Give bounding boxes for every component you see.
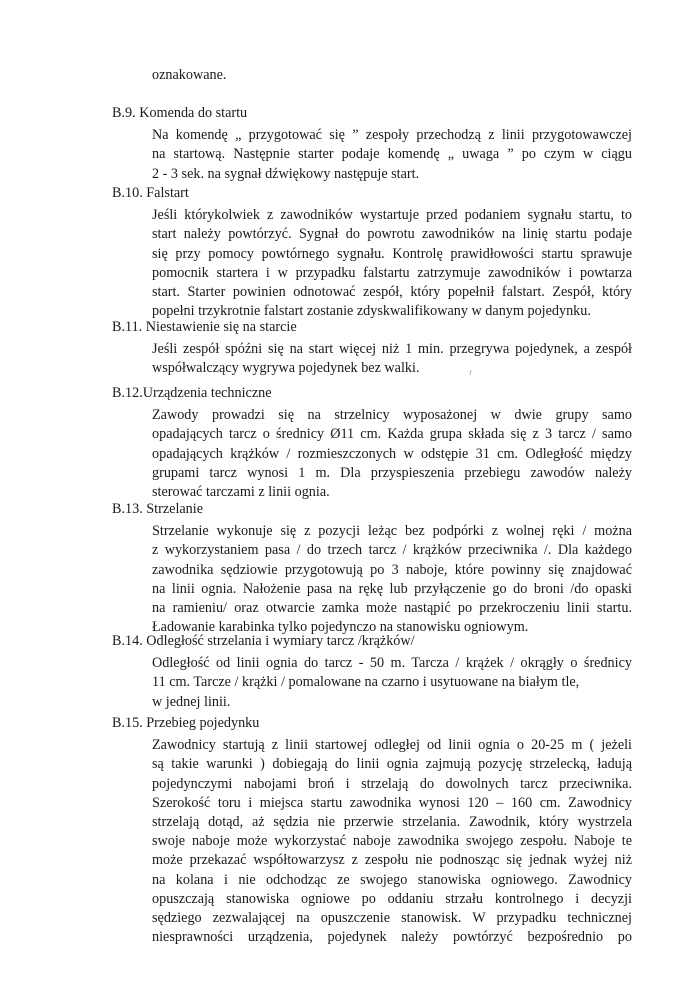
text-line: Zawodnicy startują z linii startowej odległej od linii ognia o 20-25 m ( jeżeli — [152, 737, 632, 754]
section-body — [152, 340, 632, 378]
text-line: grupami tarcz wynosi 1 m. Dla przyspieszenia przebiegu zawodów należy — [152, 464, 632, 481]
intro-line: oznakowane. — [152, 67, 227, 83]
text-line: Jeśli zespół spóźni się na start więcej niż 1 min. przegrywa pojedynek, a zespół — [152, 341, 632, 358]
section-heading: B.15. Przebieg pojedynku — [112, 715, 260, 731]
section-b9 — [112, 104, 632, 184]
section-body — [152, 736, 632, 947]
text-line: na ramieniu/ oraz otwarcie zamka może nastąpić po przekroczeniu linii startu. — [152, 600, 632, 617]
text-line: współwalczący wygrywa pojedynek bez walki. — [152, 360, 420, 377]
text-line: Ładowanie karabinka tylko pojedynczo na stanowisku ogniowym. — [152, 619, 529, 636]
text-line: Szerokość toru i miejsca startu zawodnika wynosi 120 – 160 cm. Zawodnicy — [152, 794, 632, 811]
text-line: na linii ognia. Nałożenie pasa na rękę lub przyłączenie go do broni /do opaski — [152, 580, 632, 597]
text-line: opuszczają stanowiska ogniowe po oddaniu strzału kontrolnego i decyzji — [152, 890, 632, 907]
section-heading: B.9. Komenda do startu — [112, 105, 248, 121]
text-line: sterować tarczami z linii ognia. — [152, 484, 330, 501]
text-line: start. Starter powinien odnotować zespół, który popełnił falstart. Zespół, który — [152, 284, 632, 301]
section-b10 — [112, 184, 632, 321]
section-heading: B.11. Niestawienie się na starcie — [112, 319, 297, 335]
text-line: popełni trzykrotnie falstart zostanie zdyskwalifikowany w danym pojedynku. — [152, 303, 591, 320]
text-line: opadających tarcz o średnicy Ø11 cm. Każda grupa składa się z 3 tarcz / samo — [152, 426, 632, 443]
text-line: 2 - 3 sek. na sygnał dźwiękowy następuje start. — [152, 165, 420, 182]
text-line: na kolana i nie odchodząc ze swojego stanowiska ogniowego. Zawodnicy — [152, 871, 632, 888]
section-heading: B.14. Odległość strzelania i wymiary tarcz /krążków/ — [112, 633, 415, 649]
text-line: strzelają dotąd, aż sędzia nie przerwie strzelania. Zawodnik, który wystrzela — [152, 814, 632, 831]
text-line: Na komendę „ przygotować się ” zespoły przechodzą z linii przygotowawczej — [152, 127, 632, 144]
section-body — [152, 654, 632, 712]
text-line: sędziego zezwalającej na opuszczenie stanowisk. W przypadku technicznej — [152, 910, 632, 927]
text-line: Odległość od linii ognia do tarcz - 50 m. Tarcza / krążek / okrągły o średnicy — [152, 655, 632, 672]
text-line: zawodnika sędziowie przygotowują po 3 naboje, które powinny się znajdować — [152, 561, 632, 578]
section-body — [152, 406, 632, 502]
text-line: pomocnik startera i w przypadku falstartu zatrzymuje zawodników i powtarza — [152, 264, 632, 281]
section-b13 — [112, 500, 632, 637]
section-b14 — [112, 632, 632, 712]
text-line: Zawody prowadzi się na strzelnicy wyposażonej w dwie grupy samo — [152, 407, 632, 424]
text-line: 11 cm. Tarcze / krążki / pomalowane na czarno i usytuowane na białym tle, — [152, 674, 580, 691]
text-line: niesprawności urządzenia, pojedynek należy powtórzyć bezpośrednio po — [152, 929, 632, 946]
section-body — [152, 126, 632, 184]
section-heading: B.10. Falstart — [112, 185, 189, 201]
text-line: w jednej linii. — [152, 693, 231, 710]
section-b15 — [112, 714, 632, 947]
text-line: są takie warunki ) dobiegają do linii ognia zajmują pozycję strzelecką, ładują — [152, 756, 632, 773]
text-line: z wykorzystaniem pasa / do trzech tarcz / krążków przeciwnika /. Dla każdego — [152, 542, 632, 559]
text-line: Jeśli którykolwiek z zawodników wystartuje przed podaniem sygnału startu, to — [152, 207, 632, 224]
section-body — [152, 522, 632, 637]
section-body — [152, 206, 632, 321]
section-heading: B.13. Strzelanie — [112, 501, 204, 517]
section-b11 — [112, 318, 632, 379]
text-line: Strzelanie wykonuje się z pozycji leżąc bez podpórki z wolnej ręki / można — [152, 523, 632, 540]
section-heading: B.12.Urządzenia techniczne — [112, 385, 272, 401]
text-line: opadających krążków / rozmieszczonych w odstępie 31 cm. Odległość między — [152, 445, 632, 462]
text-line: pojedynczymi nabojami broń i strzelają do dowolnych tarcz przeciwnika. — [152, 775, 632, 792]
section-b12 — [112, 384, 632, 502]
text-line: może przekazać współtowarzysz z zespołu nie podnosząc się jednak wyżej niż — [152, 852, 632, 869]
text-line: się przy pomocy powtórnego sygnału. Kontrolę prawidłowości startu sprawuje — [152, 245, 632, 262]
text-line: start należy powtórzyć. Sygnał do powrotu zawodników na linię startu podaje — [152, 226, 632, 243]
text-line: na startową. Następnie starter podaje komendę „ uwaga ” po czym w ciągu — [152, 146, 632, 163]
text-line: swoje naboje może wykorzystać naboje zawodnika swojego zespołu. Naboje te — [152, 833, 632, 850]
